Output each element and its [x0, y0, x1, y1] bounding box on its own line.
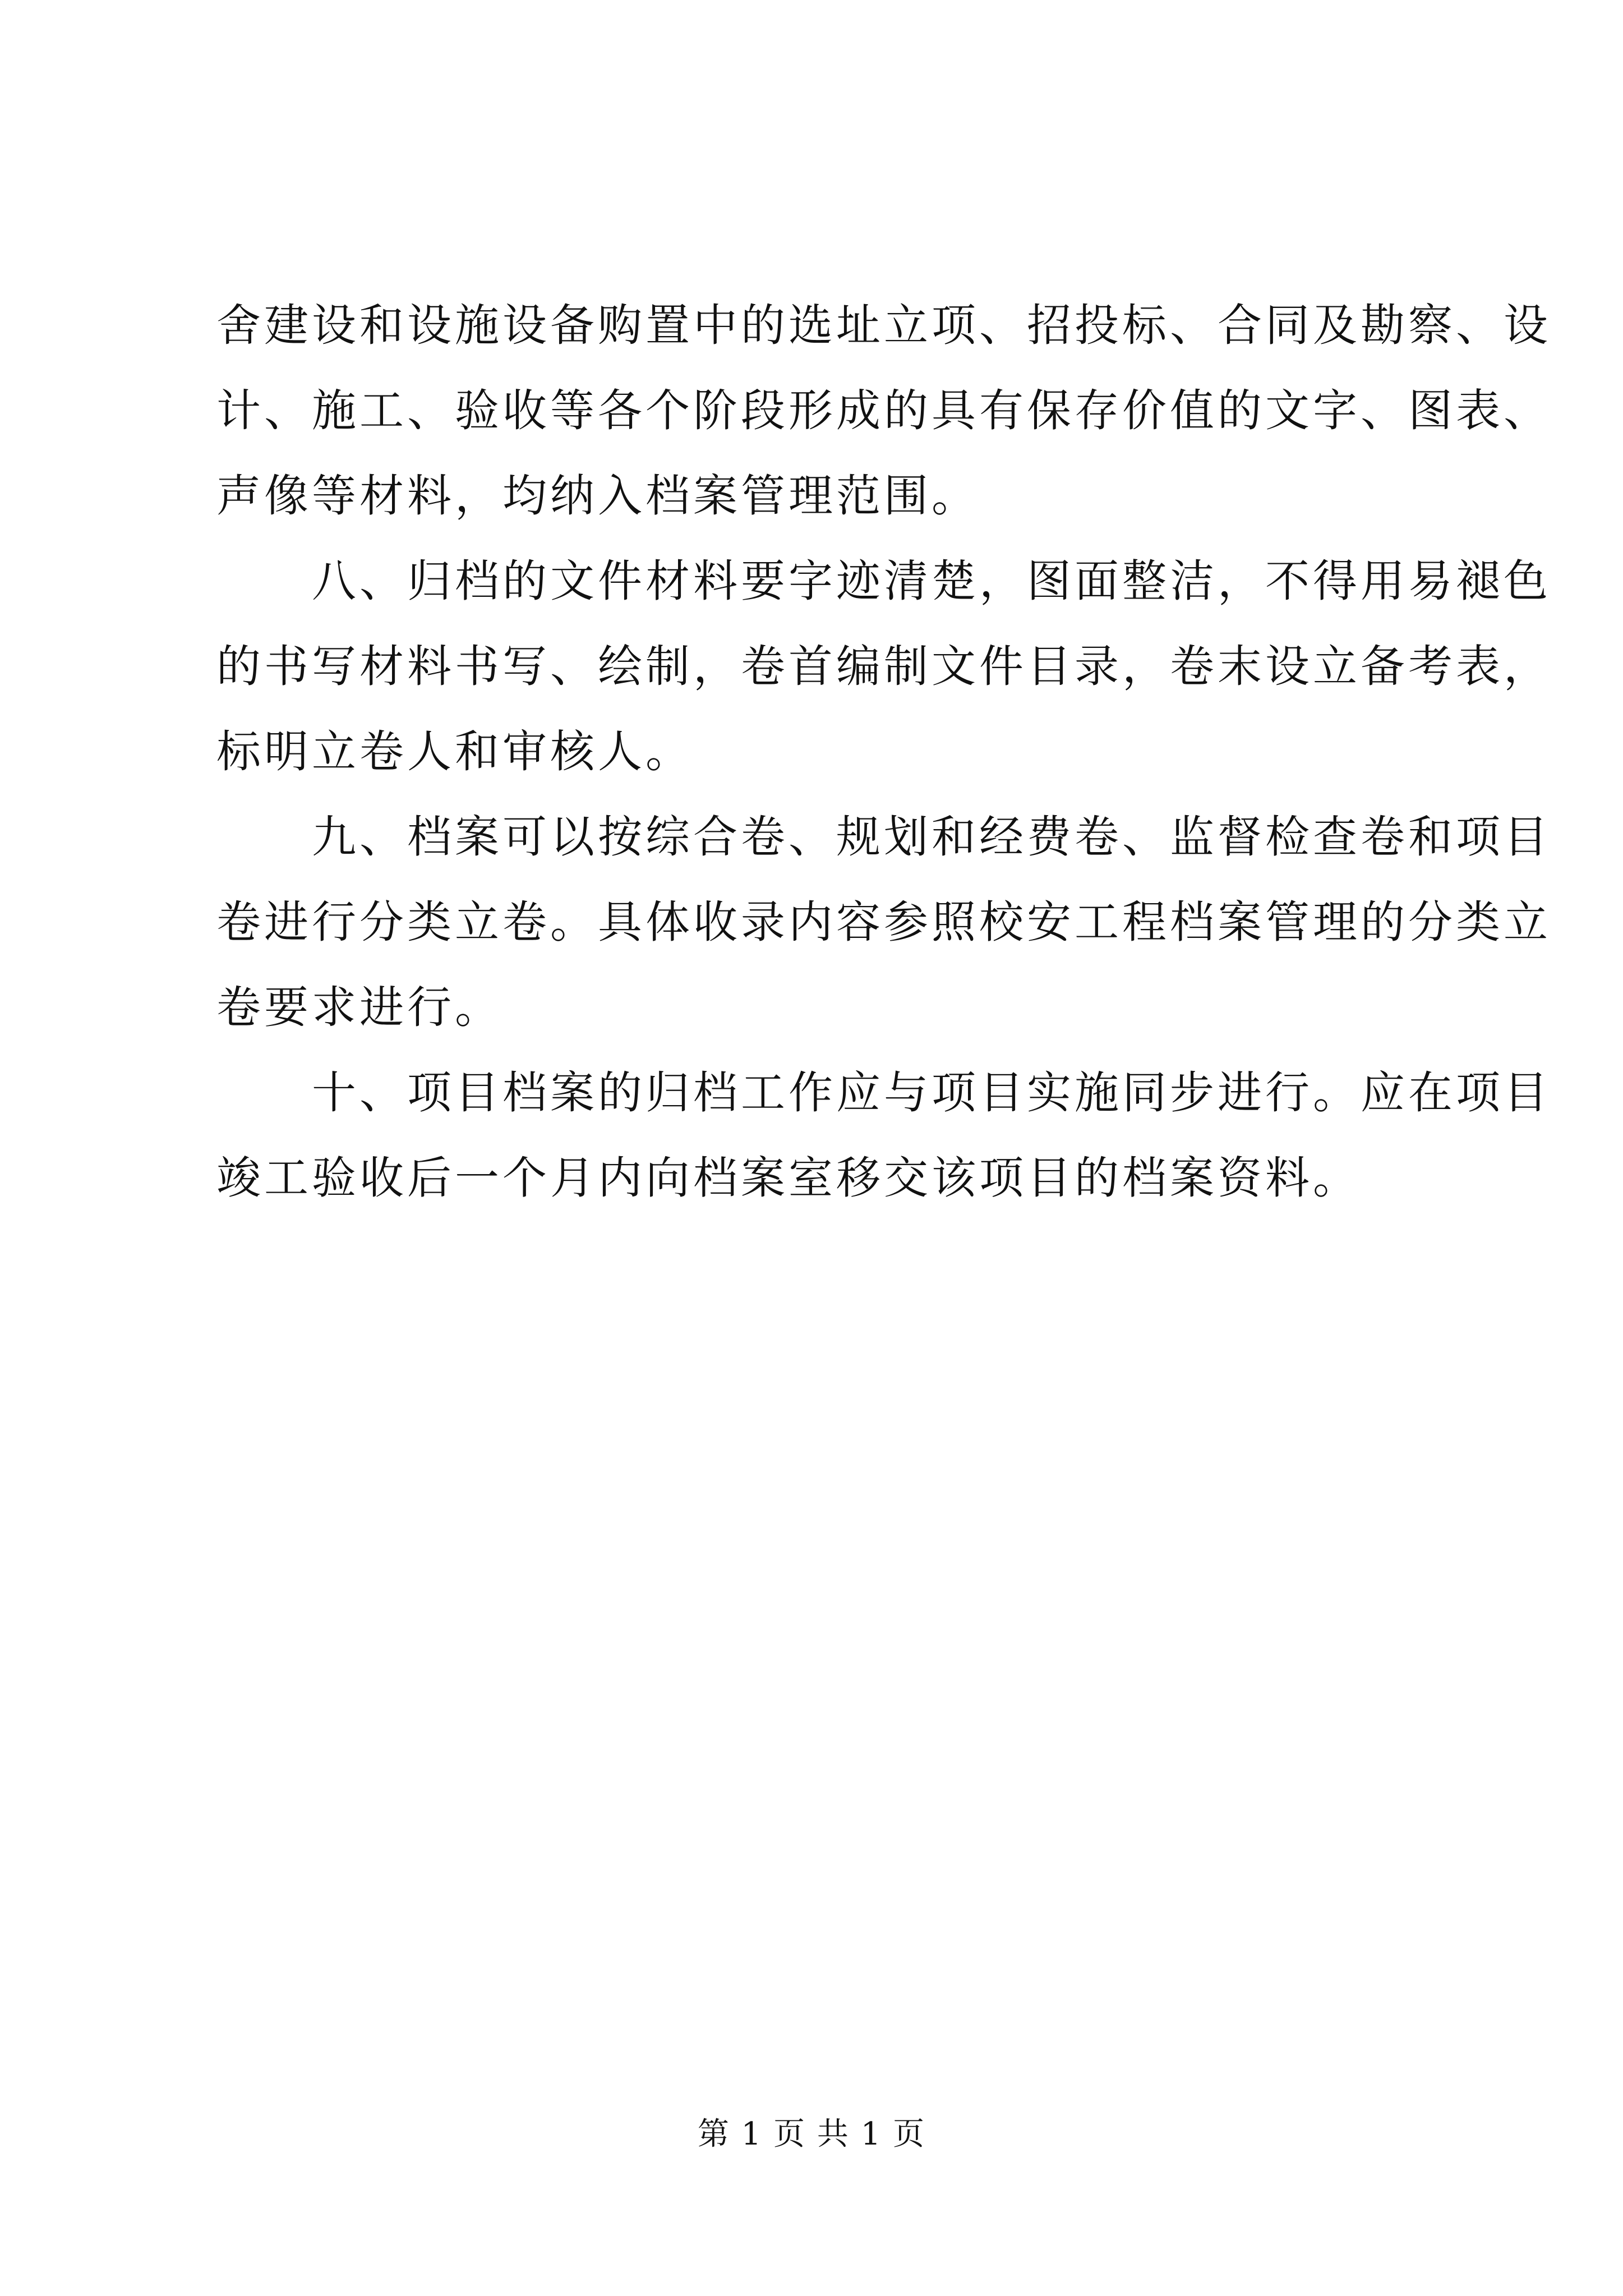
- paragraph-item-10: [216, 1065, 1551, 1206]
- text-line: 声像等材料，均纳入档案管理范围。: [216, 470, 979, 522]
- text-line: 标明立卷人和审核人。: [216, 726, 693, 777]
- text-line: 十、项目档案的归档工作应与项目实施同步进行。应在项目: [312, 1067, 1551, 1119]
- paragraph-item-8: [216, 553, 1551, 780]
- paragraph-item-9: [216, 809, 1551, 1036]
- text-line: 卷要求进行。: [216, 982, 502, 1033]
- text-line: 九、档案可以按综合卷、规划和经费卷、监督检查卷和项目: [312, 811, 1551, 863]
- page-footer: [0, 2115, 1623, 2154]
- text-line: 卷进行分类立卷。具体收录内容参照校安工程档案管理的分类立: [216, 896, 1551, 948]
- page-number-label: 第 1 页 共 1 页: [697, 2116, 926, 2152]
- text-line: 八、归档的文件材料要字迹清楚，图面整洁，不得用易褪色: [312, 555, 1551, 607]
- text-line: 竣工验收后一个月内向档案室移交该项目的档案资料。: [216, 1152, 1361, 1204]
- paragraph-continuation: [216, 297, 1551, 524]
- document-body: [216, 297, 1551, 1235]
- text-line: 的书写材料书写、绘制，卷首编制文件目录，卷末设立备考表，: [216, 641, 1551, 692]
- text-line: 计、施工、验收等各个阶段形成的具有保存价值的文字、图表、: [216, 385, 1551, 436]
- text-line: 舍建设和设施设备购置中的选址立项、招投标、合同及勘察、设: [216, 300, 1551, 351]
